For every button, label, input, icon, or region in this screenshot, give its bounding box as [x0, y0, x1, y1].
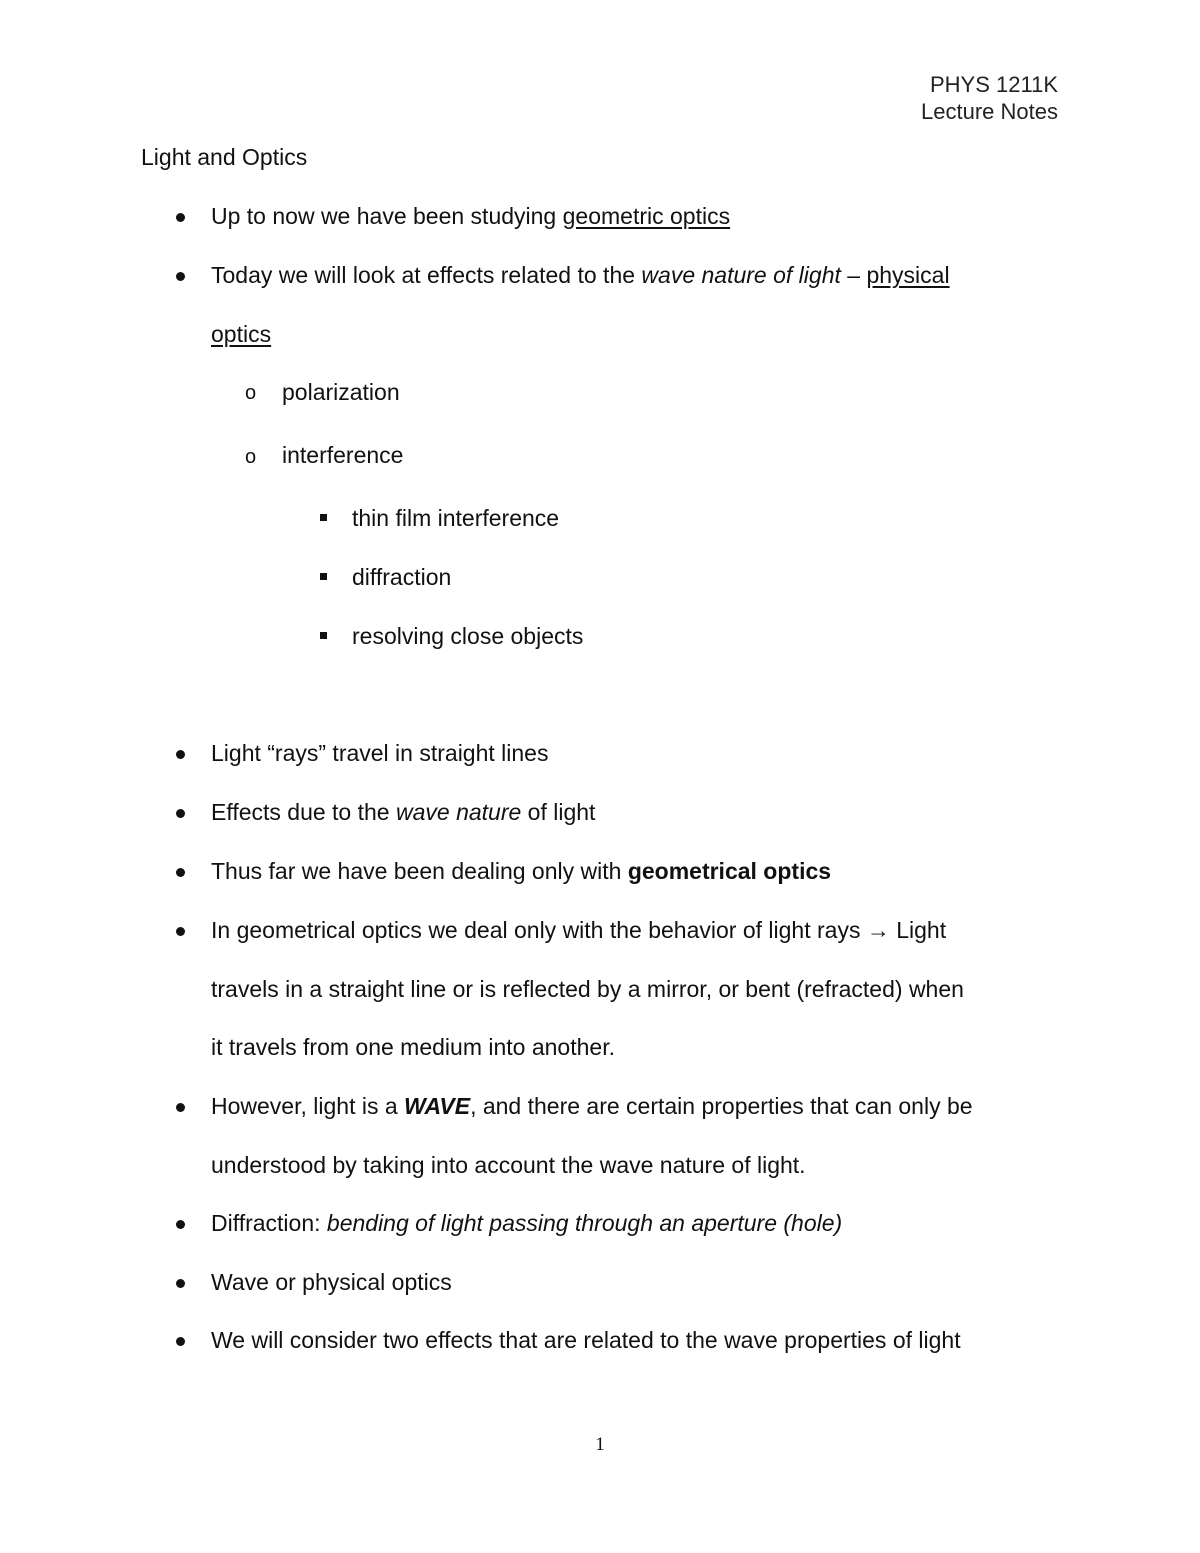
- item-text-italic: wave nature of light: [641, 262, 841, 288]
- bullet-marker: [176, 213, 185, 222]
- sub-sub-list-item: diffraction: [352, 564, 452, 590]
- bullet-marker: [176, 809, 185, 818]
- item-text-bold-italic: WAVE: [404, 1093, 471, 1119]
- item-text: , and there are certain properties that can only be: [470, 1093, 973, 1119]
- list-item: [211, 1209, 842, 1237]
- item-text: Effects due to the: [211, 799, 396, 825]
- square-bullet-icon: [320, 632, 327, 639]
- list-item: [211, 857, 831, 885]
- list-item-continuation: [211, 320, 271, 348]
- item-text-underlined: physical: [866, 262, 950, 288]
- page-title: Light and Optics: [141, 144, 308, 170]
- list-item-continuation: it travels from one medium into another.: [211, 1034, 615, 1060]
- bullet-marker: [176, 1103, 185, 1112]
- list-item-continuation: understood by taking into account the wave nature of light.: [211, 1152, 806, 1178]
- item-text-underlined: optics: [211, 321, 272, 347]
- item-text: Diffraction:: [211, 1210, 327, 1236]
- item-text: Up to now we have been studying: [211, 203, 563, 229]
- list-item: We will consider two effects that are related to the wave properties of light: [211, 1327, 961, 1353]
- sub-sub-list-item: resolving close objects: [352, 623, 584, 649]
- list-item: In geometrical optics we deal only with the behavior of light rays → Light: [211, 917, 947, 943]
- item-text-italic: wave nature: [395, 799, 522, 825]
- list-item: Wave or physical optics: [211, 1269, 452, 1295]
- bullet-marker: [176, 868, 185, 877]
- sub-list-item: interference: [282, 442, 404, 468]
- circle-bullet-icon: o: [245, 446, 257, 468]
- item-text: –: [840, 262, 867, 288]
- item-text: Thus far we have been dealing only with: [211, 858, 628, 884]
- bullet-marker: [176, 750, 185, 759]
- item-text-underlined: geometric optics: [562, 203, 731, 229]
- header-doc-type: Lecture Notes: [921, 99, 1058, 124]
- sub-sub-list-item: thin film interference: [352, 505, 560, 531]
- list-item-continuation: travels in a straight line or is reflected by a mirror, or bent (refracted) when: [211, 976, 964, 1002]
- bullet-marker: [176, 927, 185, 936]
- header-course: PHYS 1211K: [929, 72, 1058, 97]
- circle-bullet-icon: o: [245, 382, 257, 404]
- bullet-marker: [176, 1220, 185, 1229]
- bullet-marker: [176, 1337, 185, 1346]
- list-item: Light “rays” travel in straight lines: [211, 740, 549, 766]
- square-bullet-icon: [320, 514, 327, 521]
- list-item: [211, 1092, 973, 1120]
- item-text: Today we will look at effects related to the: [211, 262, 642, 288]
- page-number: 1: [595, 1434, 605, 1455]
- bullet-marker: [176, 1279, 185, 1288]
- sub-list-item: polarization: [282, 379, 400, 405]
- square-bullet-icon: [320, 573, 327, 580]
- list-item: [211, 202, 730, 230]
- item-text-italic: bending of light passing through an aperture (hole): [326, 1210, 843, 1236]
- list-item: [211, 798, 595, 826]
- item-text-bold: geometrical optics: [627, 858, 832, 884]
- list-item: [211, 261, 950, 289]
- item-text: However, light is a: [211, 1093, 405, 1119]
- item-text: of light: [521, 799, 596, 825]
- bullet-marker: [176, 272, 185, 281]
